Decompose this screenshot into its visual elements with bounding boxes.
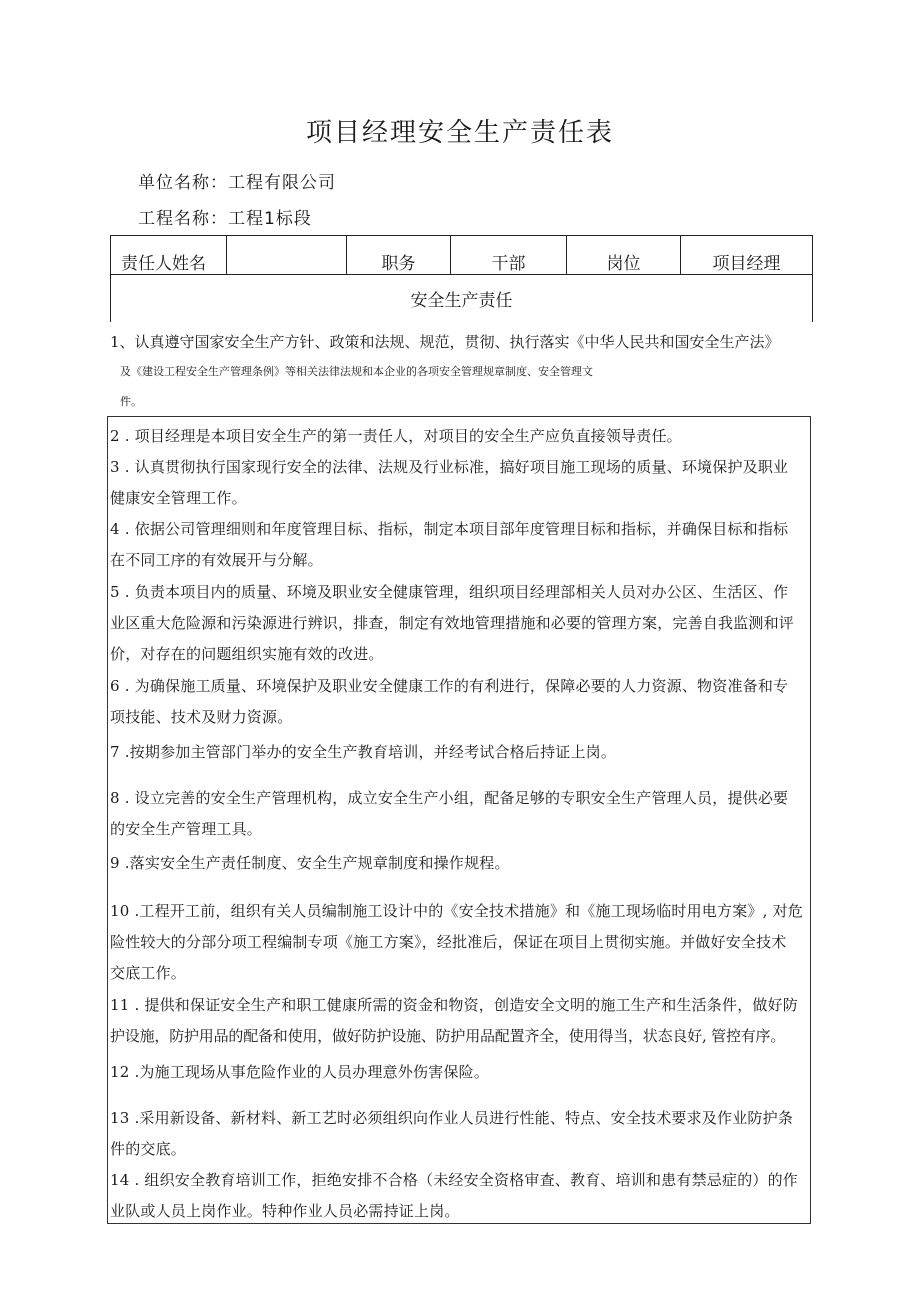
item-line: 价，对存在的问题组织实施有效的改进。 xyxy=(110,645,384,663)
responsibility-item-8 xyxy=(110,783,810,845)
responsibility-item-9 xyxy=(110,848,810,879)
item-line: 交底工作。 xyxy=(110,964,187,982)
responsibility-item-1 xyxy=(110,327,810,417)
item-line: 险性较大的分部分项工程编制专项《施工方案》，经批准后，保证在项目上贯彻实施。并做好安全技术 xyxy=(110,933,787,951)
responsibility-item-6 xyxy=(110,671,810,733)
post-label: 岗位 xyxy=(567,236,681,275)
item-line: 10 .工程开工前，组织有关人员编制施工设计中的《安全技术措施》和《施工现场临时用电方案》, 对危 xyxy=(110,902,803,920)
item-line: 11 . 提供和保证安全生产和职工健康所需的资金和物资，创造安全文明的施工生产和生活条件，做好防 xyxy=(110,996,798,1014)
item-line: 件的交底。 xyxy=(110,1140,187,1158)
item-line: 的安全生产管理工具。 xyxy=(110,820,263,838)
responsibility-item-3 xyxy=(110,452,810,514)
project-name-line: 工程名称：工程1标段 xyxy=(138,209,312,229)
item-line: 6 . 为确保施工质量、环境保护及职业安全健康工作的有利进行，保障必要的人力资源、物资准备和专 xyxy=(110,677,789,695)
section-heading: 安全生产责任 xyxy=(111,275,813,323)
responsibility-item-14 xyxy=(110,1165,810,1227)
responsibility-item-4 xyxy=(110,514,810,576)
responsibility-header-table xyxy=(110,235,813,322)
responsibility-item-10 xyxy=(110,896,810,989)
item-line: 14 . 组织安全教育培训工作，拒绝安排不合格（未经安全资格审查、教育、培训和患有禁忌症的）的作 xyxy=(110,1171,798,1189)
item-line: 13 .采用新设备、新材料、新工艺时必须组织向作业人员进行性能、特点、安全技术要求及作业防护条 xyxy=(110,1109,794,1127)
item-line: 4 . 依据公司管理细则和年度管理目标、指标，制定本项目部年度管理目标和指标，并确保目标和指标 xyxy=(110,520,789,538)
item-line: 在不同工序的有效展开与分解。 xyxy=(110,551,323,569)
item-line: 2 . 项目经理是本项目安全生产的第一责任人，对项目的安全生产应负直接领导责任。 xyxy=(110,427,682,445)
person-name-value xyxy=(227,236,347,275)
item-line: 8 . 设立完善的安全生产管理机构，成立安全生产小组，配备足够的专职安全生产管理人员，提供必要 xyxy=(110,789,789,807)
duty-value: 干部 xyxy=(451,236,567,275)
responsibility-item-2 xyxy=(110,421,810,452)
item-line: 健康安全管理工作。 xyxy=(110,489,247,507)
responsibility-item-12 xyxy=(110,1057,810,1088)
item-line: 9 .落实安全生产责任制度、安全生产规章制度和操作规程。 xyxy=(110,854,510,872)
item-line: 3 . 认真贯彻执行国家现行安全的法律、法规及行业标准，搞好项目施工现场的质量、环境保护及职业 xyxy=(110,458,789,476)
item-line: 5 . 负责本项目内的质量、环境及职业安全健康管理，组织项目经理部相关人员对办公区、生活区、作 xyxy=(110,583,789,601)
item-line: 及《建设工程安全生产管理条例》等相关法律法规和本企业的各项安全管理规章制度、安全管理文 xyxy=(120,365,593,378)
item-line: 件。 xyxy=(120,395,142,408)
responsibility-item-5 xyxy=(110,577,810,670)
page-title: 项目经理安全生产责任表 xyxy=(305,118,614,148)
item-line: 1、认真遵守国家安全生产方针、政策和法规、规范，贯彻、执行落实《中华人民共和国安全生产法》 xyxy=(110,333,780,351)
responsibility-item-11 xyxy=(110,990,810,1052)
item-line: 业队或人员上岗作业。特种作业人员必需持证上岗。 xyxy=(110,1202,460,1220)
item-line: 项技能、技术及财力资源。 xyxy=(110,708,293,726)
person-name-label: 责任人姓名 xyxy=(111,236,227,275)
item-line: 护设施，防护用品的配备和使用，做好防护设施、防护用品配置齐全，使用得当，状态良好, 管控有序。 xyxy=(110,1027,786,1045)
responsibility-item-13 xyxy=(110,1103,810,1165)
item-line: 7 .按期参加主管部门举办的安全生产教育培训，并经考试合格后持证上岗。 xyxy=(110,743,617,761)
item-line: 业区重大危险源和污染源进行辨识，排查，制定有效地管理措施和必要的管理方案，完善自我监测和评 xyxy=(110,614,795,632)
duty-label: 职务 xyxy=(347,236,451,275)
item-line: 12 .为施工现场从事危险作业的人员办理意外伤害保险。 xyxy=(110,1063,490,1081)
unit-name-line: 单位名称：工程有限公司 xyxy=(138,173,336,193)
responsibility-item-7 xyxy=(110,737,810,768)
post-value: 项目经理 xyxy=(681,236,813,275)
